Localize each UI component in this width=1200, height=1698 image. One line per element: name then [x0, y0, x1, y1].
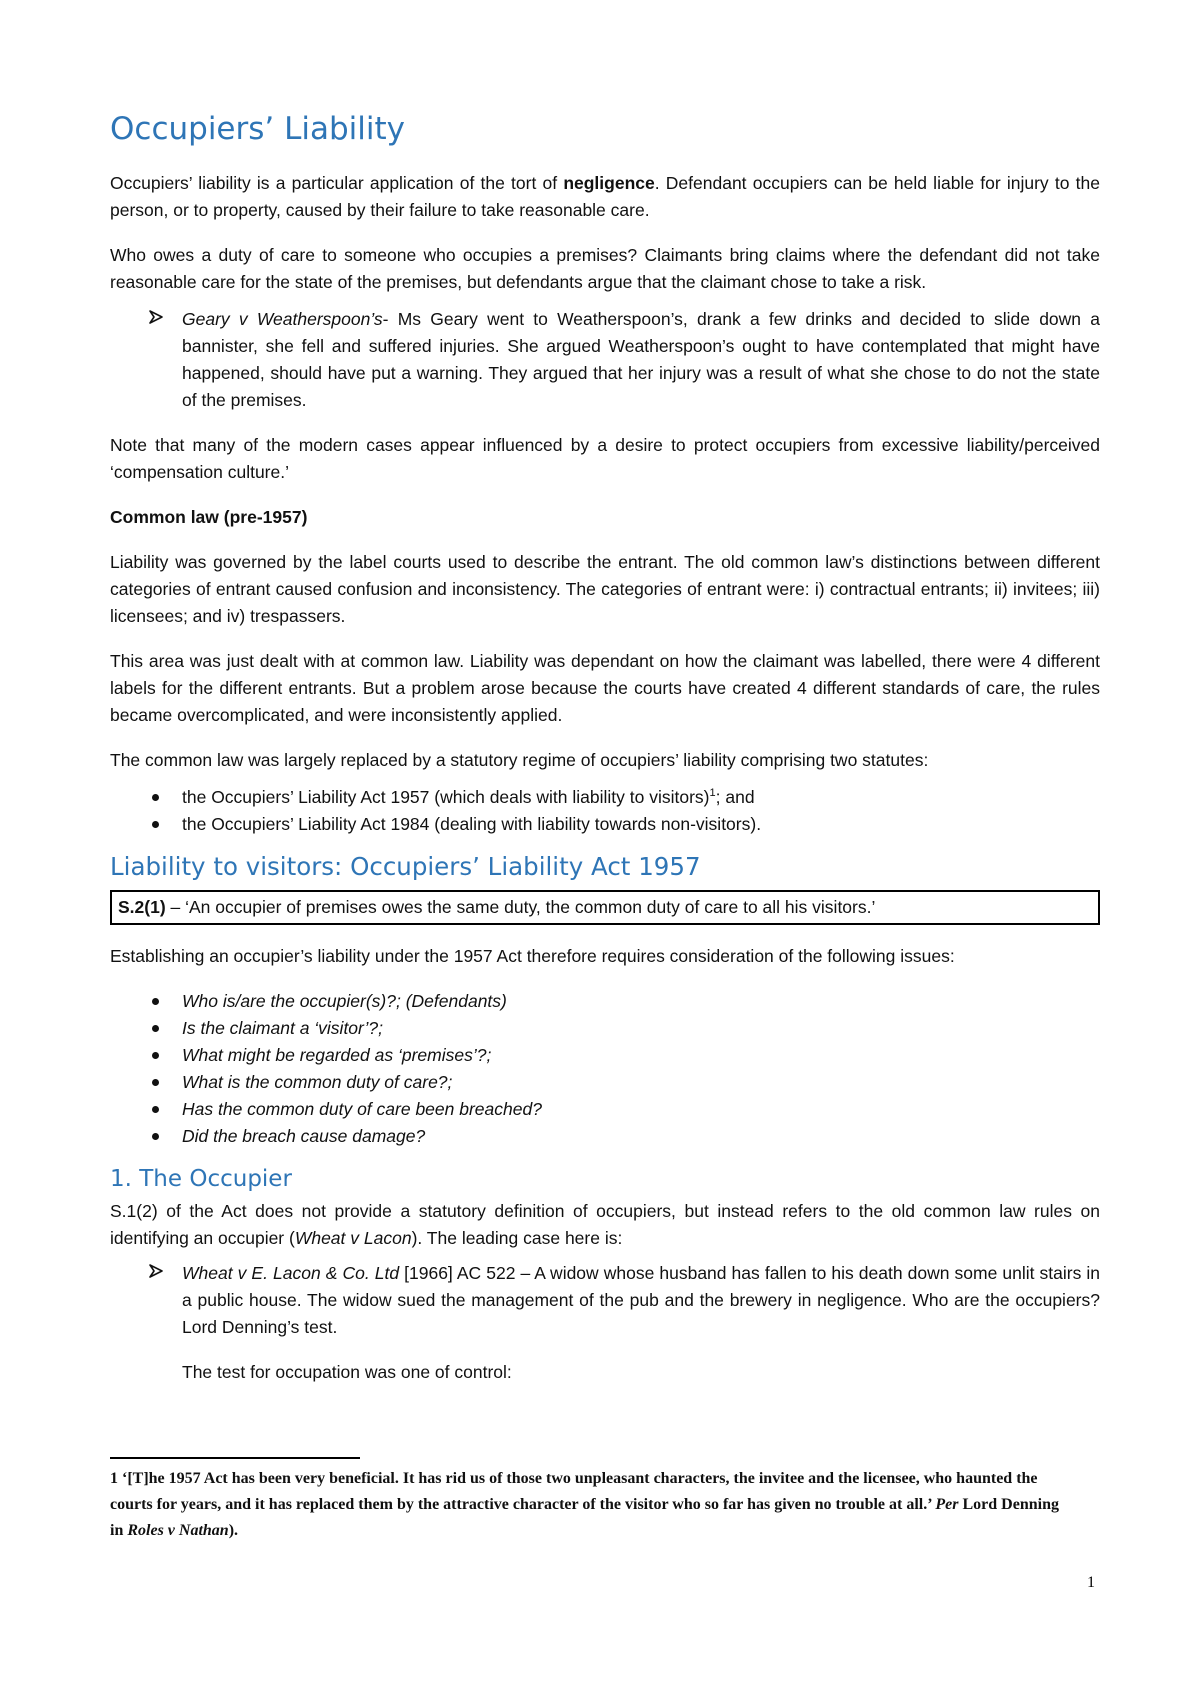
- wheat-case-name: Wheat v E. Lacon & Co. Ltd: [182, 1263, 400, 1283]
- bullet-icon: [152, 1025, 159, 1032]
- wheat-case-item: [110, 1260, 1100, 1341]
- s2-1-quote-box: [110, 890, 1100, 925]
- issue-item: [110, 1042, 1100, 1069]
- geary-case-list: [110, 306, 1100, 414]
- bullet-icon: [152, 821, 159, 828]
- footnote-text-lord: Lord Denning in: [110, 1496, 1059, 1539]
- test-line: The test for occupation was one of control:: [182, 1362, 512, 1382]
- who-owes-paragraph: Who owes a duty of care to someone who occupies a premises? Claimants bring claims where the defendant did not take reasonable care for the state of the premises, but defendants argue that the claimant chose to take a risk.: [110, 245, 1100, 292]
- issue-text: Who is/are the occupier(s)?; (Defendants): [182, 991, 507, 1011]
- issue-item: [110, 1123, 1100, 1150]
- issue-text: What might be regarded as ‘premises’?;: [182, 1045, 492, 1065]
- arrow-bullet-icon: [148, 306, 164, 333]
- geary-case-item: [110, 306, 1100, 414]
- footnote: [110, 1466, 1070, 1544]
- bullet-icon: [152, 1079, 159, 1086]
- common-law-paragraph: Liability was governed by the label courts used to describe the entrant. The old common law’s distinctions between different categories of entrant caused confusion and inconsistency. The categories of entrant were: i) contractual entrants; ii) invitees; iii) licensees; and iv) trespassers.: [110, 552, 1100, 626]
- wheat-case-text: [1966] AC 522 – A widow whose husband has fallen to his death down some unlit stairs in a public house. The widow sued the management of the pub and the brewery in negligence. Who are the occupiers? Lord Denning’s test.: [182, 1263, 1100, 1337]
- statute-text: the Occupiers’ Liability Act 1984 (dealing with liability towards non-visitors).: [182, 814, 762, 834]
- geary-case-name: Geary v Weatherspoon’s: [182, 309, 383, 329]
- footnote-text: ‘[T]he 1957 Act has been very beneficial. It has rid us of those two unpleasant characters, the invitee and the licensee, who haunted the courts for years, and it has replaced them by the attractive character of the visitor who so far has given no trouble at all.’: [110, 1470, 1038, 1513]
- statute-item: [110, 811, 1100, 838]
- footnote-per: Per: [935, 1496, 959, 1513]
- issues-list: [110, 988, 1100, 1150]
- issue-item: [110, 1015, 1100, 1042]
- s1-2-text-end: ). The leading case here is:: [411, 1228, 623, 1248]
- issue-text: What is the common duty of care?;: [182, 1072, 453, 1092]
- intro-paragraph: [110, 170, 1100, 224]
- issue-item: [110, 1096, 1100, 1123]
- occupier-heading: 1. The Occupier: [110, 1166, 292, 1192]
- s1-2-paragraph: [110, 1198, 1100, 1252]
- common-law-heading: Common law (pre-1957): [110, 507, 308, 527]
- footnote-text-end: ).: [228, 1522, 239, 1539]
- s1-2-text: S.1(2) of the Act does not provide a statutory definition of occupiers, but instead refers to the old common law rules on identifying an occupier (: [110, 1201, 1100, 1248]
- bullet-icon: [152, 1133, 159, 1140]
- intro-text: Occupiers’ liability is a particular application of the tort of: [110, 173, 564, 193]
- geary-case-text: - Ms Geary went to Weatherspoon’s, drank a few drinks and decided to slide down a bannister, she fell and suffered injuries. She argued Weatherspoon’s ought to have contemplated that might have happened, should have put a warning. They argued that her injury was a result of what she chose to do not the state of the premises.: [182, 309, 1100, 410]
- intro-text-end: . Defendant occupiers can be held liable for injury to the person, or to property, caused by their failure to take reasonable care.: [110, 173, 1100, 220]
- replaced-paragraph: The common law was largely replaced by a statutory regime of occupiers’ liability comprising two statutes:: [110, 750, 929, 770]
- s2-1-text: – ‘An occupier of premises owes the same duty, the common duty of care to all his visitors.’: [165, 897, 876, 917]
- statutes-list: [110, 784, 1100, 838]
- page-number: 1: [1087, 1574, 1095, 1591]
- bullet-icon: [152, 1052, 159, 1059]
- establishing-paragraph: Establishing an occupier’s liability under the 1957 Act therefore requires consideration of the following issues:: [110, 946, 955, 966]
- issue-text: Has the common duty of care been breached?: [182, 1099, 542, 1119]
- bullet-icon: [152, 794, 159, 801]
- statute-item: [110, 784, 1100, 811]
- statute-text: the Occupiers’ Liability Act 1957 (which deals with liability to visitors): [182, 787, 710, 807]
- note-paragraph: Note that many of the modern cases appear influenced by a desire to protect occupiers from excessive liability/perceived ‘compensation culture.’: [110, 435, 1100, 482]
- arrow-bullet-icon: [148, 1260, 164, 1287]
- footnote-case: Roles v Nathan: [127, 1522, 229, 1539]
- statute-text-end: ; and: [715, 787, 755, 807]
- page-title: Occupiers’ Liability: [110, 111, 405, 147]
- footnote-number: 1: [110, 1470, 118, 1487]
- wheat-case-list: [110, 1260, 1100, 1341]
- issue-text: Is the claimant a ‘visitor’?;: [182, 1018, 384, 1038]
- bullet-icon: [152, 1106, 159, 1113]
- issue-item: [110, 1069, 1100, 1096]
- visitors-section-heading: Liability to visitors: Occupiers’ Liability Act 1957: [110, 852, 701, 881]
- issue-text: Did the breach cause damage?: [182, 1126, 426, 1146]
- issue-item: [110, 988, 1100, 1015]
- area-paragraph: This area was just dealt with at common law. Liability was dependant on how the claimant was labelled, there were 4 different labels for the different entrants. But a problem arose because the courts have created 4 different standards of care, the rules became overcomplicated, and were inconsistently applied.: [110, 651, 1100, 725]
- s1-2-case: Wheat v Lacon: [294, 1228, 412, 1248]
- footnote-ref[interactable]: 1: [709, 787, 716, 800]
- footnote-separator: [110, 1457, 360, 1459]
- intro-bold-term: negligence: [563, 173, 655, 193]
- bullet-icon: [152, 998, 159, 1005]
- s2-1-label: S.2(1): [118, 897, 166, 917]
